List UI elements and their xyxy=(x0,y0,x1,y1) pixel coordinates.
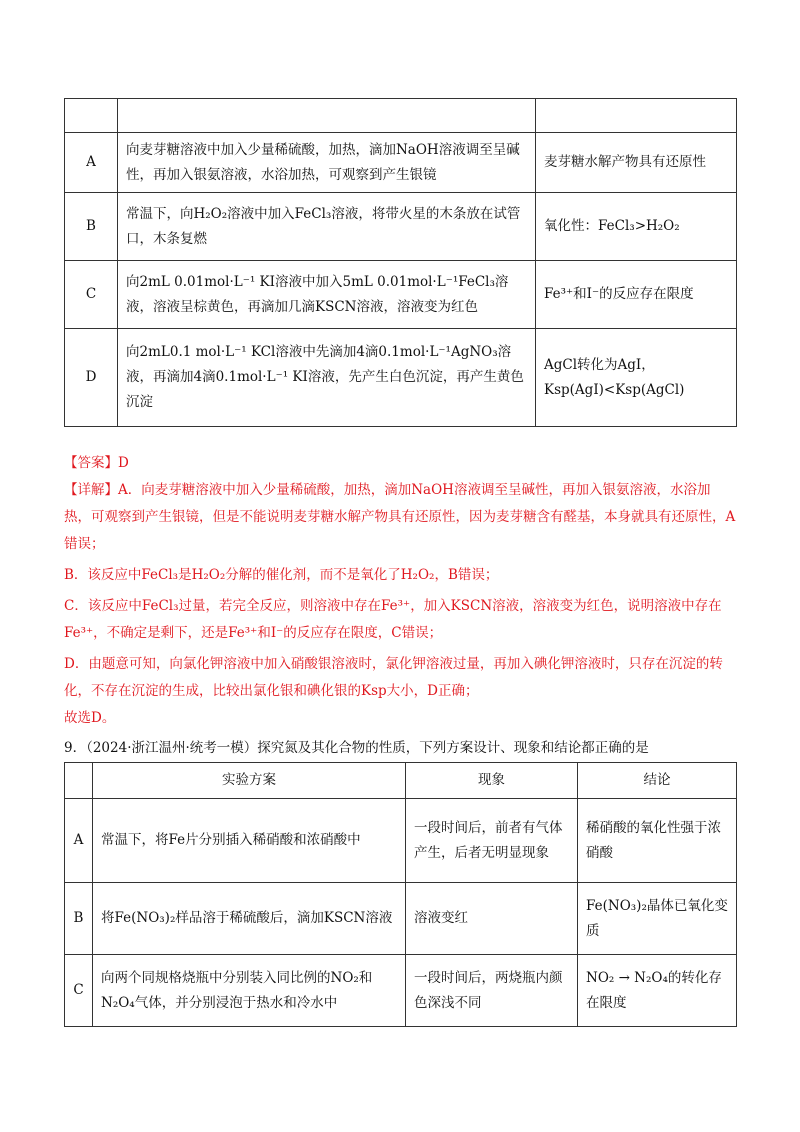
row-label: C xyxy=(65,261,118,329)
table-row xyxy=(65,193,737,261)
table-row xyxy=(65,133,737,193)
scheme-cell: 常温下，将Fe片分别插入稀硝酸和浓硝酸中 xyxy=(93,799,406,883)
table-row xyxy=(65,261,737,329)
table-row xyxy=(65,799,737,883)
table-row xyxy=(65,955,737,1027)
phenomenon-cell: 一段时间后，两烧瓶内颜色深浅不同 xyxy=(406,955,578,1027)
answer-block xyxy=(64,450,736,732)
options-table-previous xyxy=(64,98,737,427)
row-label: B xyxy=(65,883,93,955)
scheme-cell: 向2mL 0.01mol·L⁻¹ KI溶液中加入5mL 0.01mol·L⁻¹FeCl₃溶液，溶液呈棕黄色，再滴加几滴KSCN溶液，溶液变为红色 xyxy=(118,261,536,329)
conclusion-cell: Fe³⁺和I⁻的反应存在限度 xyxy=(536,261,737,329)
formula-h2o2: H₂O₂ xyxy=(193,205,228,222)
phenomenon-cell: 一段时间后，前者有气体产生，后者无明显现象 xyxy=(406,799,578,883)
row-label: B xyxy=(65,193,118,261)
row-label: A xyxy=(65,133,118,193)
answer-label: 【答案】D xyxy=(64,455,129,471)
scheme-cell: 常温下，向H₂O₂溶液中加入FeCl₃溶液，将带火星的木条放在试管口，木条复燃 xyxy=(118,193,536,261)
answer-end: 故选D。 xyxy=(64,710,116,726)
scheme-cell: 向两个同规格烧瓶中分别装入同比例的NO₂和N₂O₄气体，并分别浸泡于热水和冷水中 xyxy=(93,955,406,1027)
header-scheme: 实验方案 xyxy=(93,763,406,799)
conclusion-cell: 麦芽糖水解产物具有还原性 xyxy=(536,133,737,193)
answer-detail-d: D．由题意可知，向氯化钾溶液中加入硝酸银溶液时，氯化钾溶液过量，再加入碘化钾溶液时，只存在沉淀的转化，不存在沉淀的生成，比较出氯化银和碘化银的Ksp大小，D正确； xyxy=(64,656,723,699)
answer-detail-c: C．该反应中FeCl₃过量，若完全反应，则溶液中存在Fe³⁺，加入KSCN溶液，溶液变为红色，说明溶液中存在Fe³⁺，不确定是剩下，还是Fe³⁺和I⁻的反应存在限度，C错误； xyxy=(64,598,722,641)
question-9-title: 9．（2024·浙江温州·统考一模）探究氮及其化合物的性质，下列方案设计、现象和结论都正确的是 xyxy=(64,740,649,756)
empty-cell xyxy=(65,763,93,799)
conclusion-cell: 稀硝酸的氧化性强于浓硝酸 xyxy=(578,799,737,883)
scheme-cell: 向麦芽糖溶液中加入少量稀硫酸，加热，滴加NaOH溶液调至呈碱性，再加入银氨溶液，水浴加热，可观察到产生银镜 xyxy=(118,133,536,193)
header-phenomenon: 现象 xyxy=(406,763,578,799)
answer-detail-a: 【详解】A．向麦芽糖溶液中加入少量稀硫酸，加热，滴加NaOH溶液调至呈碱性，再加入银氨溶液，水浴加热，可观察到产生银镜，但是不能说明麦芽糖水解产物具有还原性，因为麦芽糖含有醛基，本身就具有还原性，A错误； xyxy=(64,482,736,552)
row-label: C xyxy=(65,955,93,1027)
row-label: A xyxy=(65,799,93,883)
conclusion-cell: NO₂ → N₂O₄的转化存在限度 xyxy=(578,955,737,1027)
scheme-cell: 将Fe(NO₃)₂样品溶于稀硫酸后，滴加KSCN溶液 xyxy=(93,883,406,955)
scheme-cell: 向2mL0.1 mol·L⁻¹ KCl溶液中先滴加4滴0.1mol·L⁻¹AgNO₃溶液，再滴加4滴0.1mol·L⁻¹ KI溶液，先产生白色沉淀，再产生黄色沉淀 xyxy=(118,329,536,427)
table-row xyxy=(65,329,737,427)
answer-detail-b: B．该反应中FeCl₃是H₂O₂分解的催化剂，而不是氧化了H₂O₂，B错误； xyxy=(64,567,499,583)
header-conclusion: 结论 xyxy=(578,763,737,799)
conclusion-cell: Fe(NO₃)₂晶体已氧化变质 xyxy=(578,883,737,955)
formula-fecl3: FeCl₃ xyxy=(294,205,332,222)
table-header-row xyxy=(65,763,737,799)
table-row xyxy=(65,99,737,133)
empty-cell xyxy=(536,99,737,133)
empty-cell xyxy=(118,99,536,133)
phenomenon-cell: 溶液变红 xyxy=(406,883,578,955)
question-9-table xyxy=(64,762,737,1027)
empty-cell xyxy=(65,99,118,133)
conclusion-cell: 氧化性：FeCl₃>H₂O₂ xyxy=(536,193,737,261)
row-label: D xyxy=(65,329,118,427)
table-row xyxy=(65,883,737,955)
conclusion-cell: AgCl转化为AgI， Ksp(AgI)<Ksp(AgCl) xyxy=(536,329,737,427)
